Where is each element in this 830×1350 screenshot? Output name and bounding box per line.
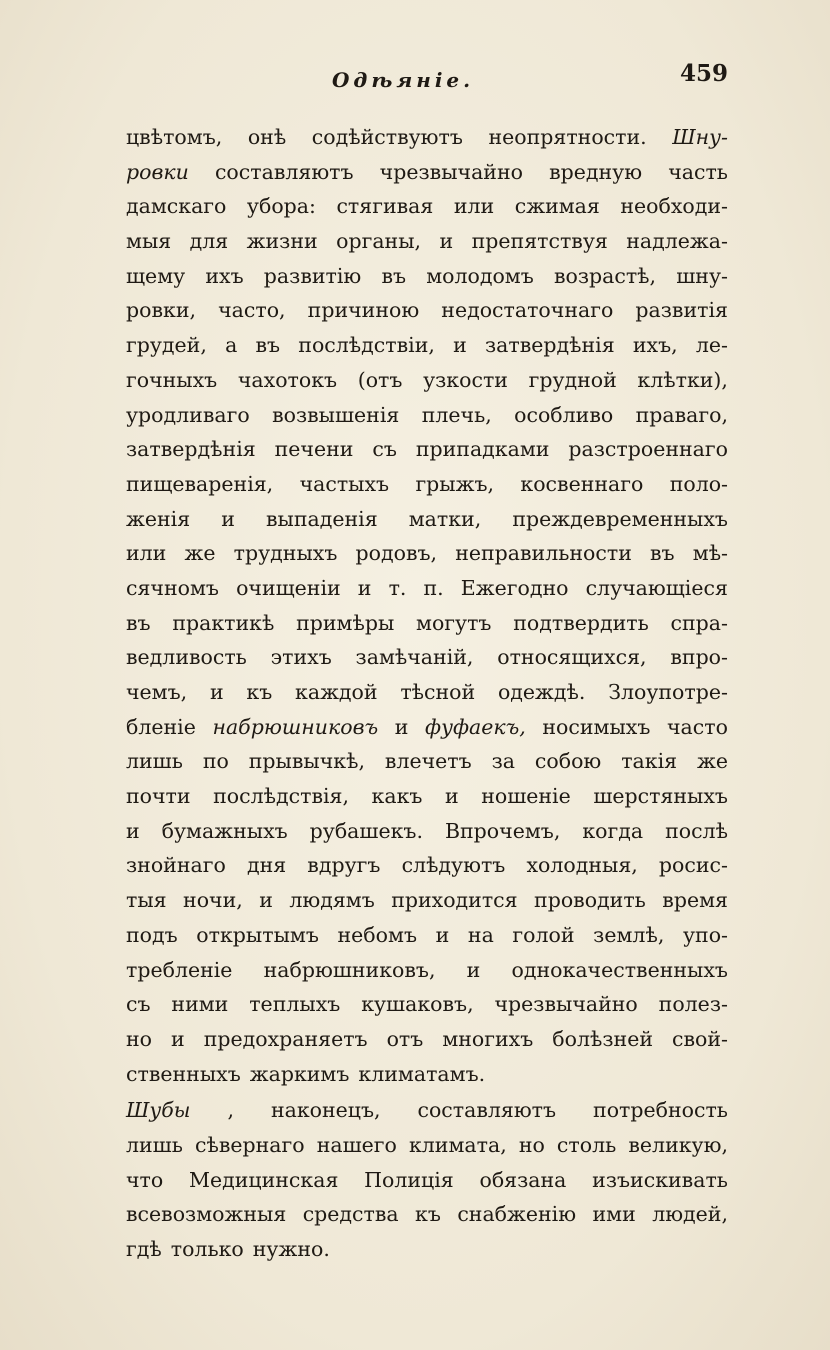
word: ихъ <box>205 263 244 288</box>
word: холодныя, <box>526 853 638 878</box>
word: всевозможныя <box>126 1202 287 1227</box>
word: но <box>126 1026 153 1051</box>
word: же <box>184 541 216 566</box>
word: и <box>221 506 235 531</box>
text-line <box>126 502 728 537</box>
word: великую, <box>628 1132 728 1157</box>
page-header <box>0 56 830 96</box>
text-line <box>126 1197 728 1232</box>
word: въ <box>381 263 407 288</box>
word: содѣйствуютъ <box>311 125 463 149</box>
word: голой <box>512 922 575 947</box>
word: вредную <box>549 159 643 184</box>
word: разстроеннаго <box>568 437 728 462</box>
word: жаркимъ <box>249 1061 350 1086</box>
word: нашего <box>316 1132 397 1157</box>
word: Злоупотре- <box>608 680 728 704</box>
word: въ <box>255 333 281 358</box>
word: возвышенія <box>272 402 400 427</box>
word: прывычкѣ, <box>248 749 365 774</box>
word: Впрочемъ, <box>444 818 561 843</box>
word: нужно. <box>252 1237 330 1261</box>
word: грыжъ, <box>415 471 495 496</box>
word: землѣ, <box>593 922 665 947</box>
word: пищеваренія, <box>126 471 274 496</box>
word: столь <box>556 1132 617 1157</box>
word: рубашекъ. <box>309 818 423 843</box>
text-line <box>126 1128 728 1163</box>
word: спра- <box>670 610 728 635</box>
word: относящихся, <box>497 645 647 670</box>
text-line <box>126 640 728 675</box>
text-line <box>126 363 728 398</box>
text-line <box>126 398 728 433</box>
word: дамскаго <box>126 194 227 219</box>
word: и <box>466 957 481 982</box>
word: послѣдствіи, <box>298 333 435 358</box>
text-line <box>126 259 728 294</box>
word: припадками <box>415 437 550 462</box>
word: предохраняетъ <box>203 1026 368 1051</box>
word: къ <box>415 1202 441 1227</box>
word: отъ <box>386 1026 424 1051</box>
text-line <box>126 1093 728 1128</box>
page-number: 459 <box>679 60 728 87</box>
word: одеждѣ. <box>497 680 586 704</box>
text-line <box>126 120 728 155</box>
text-line <box>126 293 728 328</box>
word: лишь <box>126 749 183 774</box>
word: могутъ <box>416 610 492 635</box>
word: климатамъ. <box>358 1061 486 1086</box>
word: за <box>491 749 515 774</box>
word: ночи, <box>183 888 243 913</box>
word: обязана <box>479 1167 567 1192</box>
text-line <box>126 432 728 467</box>
word: слѣдуютъ <box>401 853 506 878</box>
word: же <box>697 749 728 774</box>
word: стягивая <box>336 194 434 219</box>
word: знойнаго <box>126 853 226 878</box>
word: что <box>126 1167 164 1192</box>
word: шну- <box>676 263 728 288</box>
word: послѣдствія, <box>213 784 349 809</box>
word: и <box>209 680 224 704</box>
word: выпаденія <box>265 506 378 531</box>
word: съ <box>372 437 397 462</box>
word: вдругъ <box>307 853 381 878</box>
body-text <box>126 120 728 1267</box>
text-line <box>126 467 728 502</box>
word: но <box>518 1132 545 1157</box>
word: и <box>453 333 467 358</box>
word: приходится <box>391 888 518 913</box>
word: и <box>394 714 409 739</box>
word: когда <box>582 818 644 843</box>
word: снабженію <box>457 1202 577 1227</box>
word: грудной <box>528 367 617 392</box>
word: тѣсной <box>400 680 476 704</box>
text-line <box>126 675 728 710</box>
word: п. <box>423 575 444 600</box>
word: носимыхъ <box>542 714 651 739</box>
word: гочныхъ <box>126 367 218 392</box>
text-line <box>126 987 728 1022</box>
text-line <box>126 779 728 814</box>
word: какъ <box>371 784 423 809</box>
word: чахотокъ <box>237 367 338 392</box>
word: матки, <box>408 506 482 531</box>
word: небомъ <box>337 922 417 947</box>
word: органы, <box>336 229 422 254</box>
word: женія <box>126 506 191 531</box>
word: теплыхъ <box>249 992 341 1017</box>
word: недостаточнаго <box>441 298 614 323</box>
word: набрюшниковъ <box>212 714 379 739</box>
word: или <box>453 194 495 219</box>
word: требленіе <box>126 957 233 982</box>
word: лишь <box>126 1132 183 1157</box>
word: каждой <box>295 680 378 704</box>
word: печени <box>274 437 354 462</box>
word: развитія <box>635 298 728 323</box>
word: частыхъ <box>299 471 390 496</box>
text-line <box>126 224 728 259</box>
word: щему <box>126 263 186 288</box>
word: т. <box>388 575 407 600</box>
word: росис- <box>658 853 728 878</box>
word: ровки, <box>126 298 196 323</box>
word: мѣ- <box>692 541 728 566</box>
word: затвердѣнія <box>126 437 256 462</box>
word: составляютъ <box>214 159 354 184</box>
word: Шну- <box>672 125 728 149</box>
word: влечетъ <box>384 749 472 774</box>
word: многихъ <box>442 1026 534 1051</box>
word: Шубы <box>126 1098 191 1123</box>
word: только <box>170 1237 244 1261</box>
text-line <box>126 953 728 988</box>
word: часть <box>668 159 728 184</box>
running-head: Одѣяніе. <box>332 68 475 92</box>
word: и <box>357 575 372 600</box>
word: средства <box>302 1202 399 1227</box>
text-line <box>126 1232 728 1267</box>
word: а <box>225 333 238 358</box>
word: подъ <box>126 922 178 947</box>
word: онѣ <box>247 125 287 149</box>
word: затвердѣнія <box>484 333 615 358</box>
word: трудныхъ <box>233 541 338 566</box>
word: и <box>444 784 459 809</box>
text-line <box>126 606 728 641</box>
text-line <box>126 744 728 779</box>
word: время <box>662 888 728 913</box>
word: и <box>439 229 454 254</box>
text-line <box>126 883 728 918</box>
word: уродливаго <box>126 402 250 427</box>
word: впро- <box>670 645 728 670</box>
word: этихъ <box>270 645 332 670</box>
word: ими <box>592 1202 636 1227</box>
word: часто, <box>218 298 286 323</box>
text-line <box>126 814 728 849</box>
word: (отъ <box>357 367 403 392</box>
word: климата, <box>408 1132 507 1157</box>
word: собою <box>534 749 602 774</box>
word: цвѣтомъ, <box>126 125 223 149</box>
word: надлежа- <box>626 229 728 254</box>
word: плечь, <box>421 402 492 427</box>
word: ведливость <box>126 645 247 670</box>
word: Полиція <box>364 1167 454 1192</box>
word: болѣзней <box>552 1026 654 1051</box>
word: подтвердить <box>513 610 649 635</box>
word: причиною <box>307 298 420 323</box>
word: изъискивать <box>592 1167 728 1192</box>
word: препятствуя <box>471 229 608 254</box>
word: особливо <box>514 402 614 427</box>
word: очищеніи <box>236 575 341 600</box>
word: примѣры <box>296 610 395 635</box>
word: родовъ, <box>355 541 438 566</box>
word: въ <box>650 541 675 566</box>
word: проводить <box>534 888 646 913</box>
word: клѣтки), <box>637 367 728 392</box>
word: фуфаекъ, <box>425 714 526 739</box>
word: сячномъ <box>126 575 219 600</box>
word: набрюшниковъ, <box>263 957 436 982</box>
word: узкости <box>423 367 508 392</box>
word: ле- <box>695 333 728 358</box>
word: чрезвычайно <box>494 992 638 1017</box>
word: жизни <box>246 229 318 254</box>
word: бумажныхъ <box>161 818 288 843</box>
word: людямъ <box>289 888 375 913</box>
text-line <box>126 1057 728 1092</box>
word: кушаковъ, <box>361 992 474 1017</box>
word: Медицинская <box>189 1167 339 1192</box>
text-line <box>126 918 728 953</box>
text-line <box>126 155 728 190</box>
word: косвеннаго <box>520 471 644 496</box>
word: или <box>126 541 167 566</box>
word: преждевременныхъ <box>512 506 728 531</box>
word: однокачественныхъ <box>511 957 728 982</box>
word: гдѣ <box>126 1237 162 1261</box>
word: наконецъ, <box>270 1098 381 1123</box>
word: шерстяныхъ <box>593 784 728 809</box>
word: развитію <box>263 263 362 288</box>
word: послѣ <box>665 818 728 843</box>
word: замѣчаній, <box>355 645 474 670</box>
word: случающіеся <box>585 575 728 600</box>
word: потребность <box>593 1098 728 1123</box>
word: открытымъ <box>196 922 319 947</box>
word: мыя <box>126 229 172 254</box>
text-line <box>126 1163 728 1198</box>
word: ними <box>171 992 229 1017</box>
word: съ <box>126 992 151 1017</box>
word: людей, <box>652 1202 728 1227</box>
word: праваго, <box>635 402 728 427</box>
word: упо- <box>682 922 728 947</box>
word: , <box>227 1098 234 1123</box>
text-line <box>126 328 728 363</box>
word: и <box>171 1026 185 1051</box>
word: неправильности <box>455 541 632 566</box>
text-line <box>126 1022 728 1057</box>
text-line <box>126 848 728 883</box>
word: поло- <box>669 471 728 496</box>
word: необходи- <box>620 194 728 219</box>
word: и <box>126 818 140 843</box>
word: на <box>467 922 494 947</box>
word: ихъ, <box>632 333 678 358</box>
word: Ежегодно <box>460 575 569 600</box>
word: практикѣ <box>172 610 275 635</box>
word: по <box>202 749 229 774</box>
text-line <box>126 571 728 606</box>
word: ровки <box>126 159 189 184</box>
word: свой- <box>672 1026 728 1051</box>
word: дня <box>246 853 287 878</box>
word: чрезвычайно <box>379 159 523 184</box>
word: тыя <box>126 888 167 913</box>
word: въ <box>126 610 151 635</box>
word: почти <box>126 784 191 809</box>
word: и <box>435 922 450 947</box>
word: часто <box>667 714 728 739</box>
word: сжимая <box>514 194 600 219</box>
word: бленіе <box>126 714 196 739</box>
text-line <box>126 536 728 571</box>
word: убора: <box>246 194 316 219</box>
word: грудей, <box>126 333 207 358</box>
word: сѣвернаго <box>195 1132 305 1157</box>
word: ношеніе <box>481 784 571 809</box>
word: такія <box>621 749 678 774</box>
word: составляютъ <box>417 1098 557 1123</box>
word: полез- <box>658 992 728 1017</box>
word: для <box>189 229 229 254</box>
text-line <box>126 189 728 224</box>
word: чемъ, <box>126 680 188 704</box>
word: возрастѣ, <box>553 263 657 288</box>
word: къ <box>246 680 273 704</box>
word: молодомъ <box>426 263 534 288</box>
word: ственныхъ <box>126 1061 241 1086</box>
text-line <box>126 710 728 745</box>
word: и <box>259 888 273 913</box>
word: неопрятности. <box>488 125 647 149</box>
